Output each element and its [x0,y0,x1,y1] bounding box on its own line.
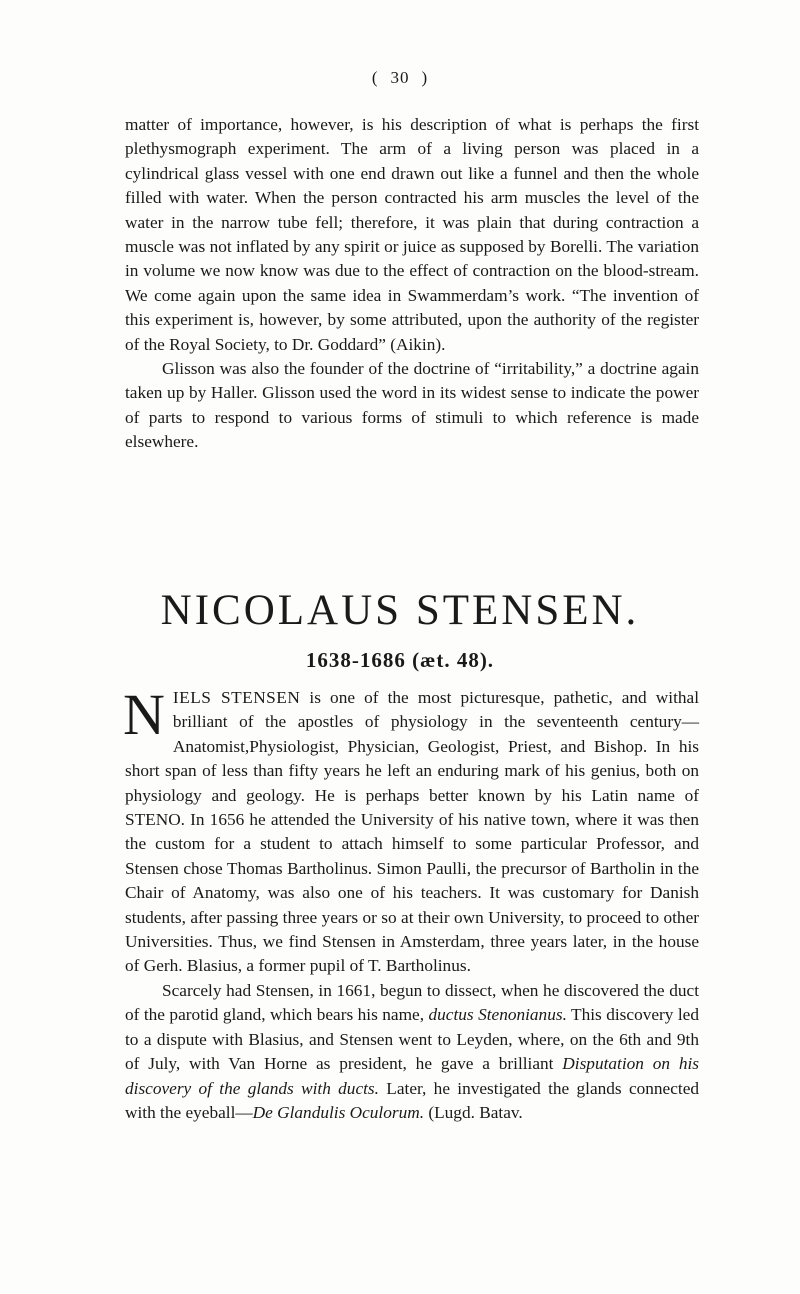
page-number-paren-left: ( [371,68,379,87]
intro-paragraph-1: matter of importance, however, is his description of what is perhaps the first plethysmograph experiment. The arm of a living person was placed in a cylindrical glass vessel with one end drawn out like a funnel and then the whole filled with water. When the person contracted his arm muscles the level of the water in the narrow tube fell; therefore, it was plain that during contraction a muscle was not inflated by any spirit or juice as supposed by Borelli. The variation in volume we now know was due to the effect of contraction on the blood-stream. We come again upon the same idea in Swammerdam’s work. “The invention of this experiment is, however, by some attributed, upon the authority of the register of the Royal Society, to Dr. Goddard” (Aikin). [125,115,699,354]
section-text-block [123,682,700,1125]
page-number [0,68,800,88]
ductus-stenonianus-italic: ductus Stenonianus. [428,1005,567,1025]
page-number-value: 30 [390,68,410,87]
section-paragraph-2-text-b: This discovery led to a dispute with Blasius, and Stensen went to Leyden, where, on the 6th and 9th of July, with Van Horne as president, he gave a brilliant [125,1005,699,1074]
page-number-paren-right: ) [421,68,429,87]
section-paragraph-2-text-a: Scarcely had Stensen, in 1661, begun to dissect, when he discovered the duct of the parotid gland, which bears his name, [125,980,699,1025]
disputation-italic: Disputation on his discovery of the glands with ducts. [125,1054,700,1098]
section-dates: 1638-1686 (æt. 48). [305,648,495,672]
intro-paragraph-2: Glisson was also the founder of the doctrine of “irritability,” a doctrine again taken up by Haller. Glisson used the word in its widest sense to indicate the power of parts to respond to various forms of stimuli to which reference is made elsewhere. [125,359,699,452]
section-paragraph-2-text-d: (Lugd. Batav. [424,1102,523,1122]
intro-text-block [125,113,699,455]
de-glandulis-italic: De Glandulis Oculorum. [252,1102,425,1122]
section-paragraph-1-text: is one of the most picturesque, pathetic, and withal brilliant of the apostles of physiology in the seventeenth century—Anatomist,Physiologist, Physician, Geologist, Priest, and Bishop. In his short span of less than fifty years he left an enduring mark of his genius, both on physiology and geology. He is perhaps better known by his Latin name of STENO. In 1656 he attended the University of his native town, where it was then the custom for a student to attach himself to some particular Professor, and Stensen chose Thomas Bartholinus. Simon Paulli, the precursor of Bartholin in the Chair of Anatomy, was also one of his teachers. It was customary for Danish students, after passing three years or so at their own University, to proceed to other Universities. Thus, we find Stensen in Amsterdam, three years later, in the house of Gerh. Blasius, a former pupil of T. Bartholinus. [125,688,699,976]
section-title: NICOLAUS STENSEN. [160,587,640,634]
section-lead-words: IELS STENSEN [172,688,301,707]
section-paragraph-2 [125,979,699,1125]
section-paragraph-2-text-c: Later, he investigated the glands connected with the eyeball— [125,1078,700,1122]
section-paragraph-1 [123,682,699,979]
drop-cap: N [123,682,165,747]
